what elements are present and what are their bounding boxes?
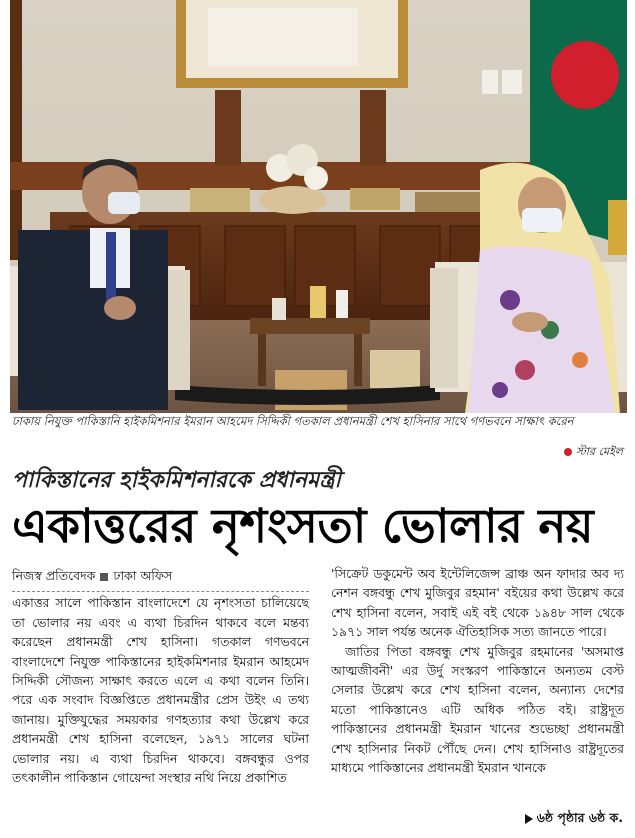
photo-credit	[564, 443, 623, 462]
continuation-jump[interactable]	[525, 810, 623, 830]
article-kicker: পাকিস্তানের হাইকমিশনারকে প্রধানমন্ত্রী	[12, 468, 341, 493]
jump-text: ৬ষ্ঠ পৃষ্ঠার ৬ষ্ঠ ক.	[536, 810, 623, 825]
article-column-left	[12, 566, 309, 787]
body-paragraph: একাত্তর সালে পাকিস্তান বাংলাদেশে যে নৃশংসতা চালিয়েছে তা ভোলার নয় এবং এ ব্যথা চিরদিন থাকবে বলে মন্তব্য করেছেন প্রধানমন্ত্রী শেখ হাসিনা। গতকাল গণভবনে বাংলাদেশে নিযুক্ত পাকিস্তানের হাইকমিশনার ইমরান আহমেদ সিদ্দিকী সৌজন্য সাক্ষাৎ করতে এলে এ কথা বলেন তিনি। পরে এক সংবাদ বিজ্ঞপ্তিতে প্রধানমন্ত্রীর প্রেস উইং এ তথ্য জানায়। মুক্তিযুদ্ধের সময়কার গণহত্যার কথা উল্লেখ করে প্রধানমন্ত্রী শেখ হাসিনা বলেছেন, ১৯৭১ সালের ঘটনা ভোলার নয়। এ ব্যথা চিরদিন থাকবে। বঙ্গবন্ধুর ওপর তৎকালীন পাকিস্তান গোয়েন্দা সংস্থার নথি নিয়ে প্রকাশিত	[12, 595, 309, 786]
article-column-right	[331, 564, 624, 777]
credit-text: স্টার মেইল	[575, 445, 623, 458]
square-bullet-icon	[100, 573, 108, 581]
body-paragraph: জাতির পিতা বঙ্গবন্ধু শেখ মুজিবুর রহমানের 'অসমাপ্ত আত্মজীবনী' এর উর্দু সংস্করণ পাকিস্তানে অন্যতম বেস্ট সেলার উল্লেখ করে শেখ হাসিনা বলেন, অন্যান্য দেশের মতো পাকিস্তানেও এটি অধিক পঠিত বই। রাষ্ট্রদূত পাকিস্তানের প্রধানমন্ত্রী ইমরান খানের শুভেচ্ছা প্রধানমন্ত্রী শেখ হাসিনার নিকট পৌঁছে দেন। শেখ হাসিনাও রাষ্ট্রদূতের মাধ্যমে পাকিস্তানের প্রধানমন্ত্রী ইমরান খানকে	[331, 643, 624, 776]
byline-reporter: নিজস্ব প্রতিবেদক	[12, 568, 96, 583]
arrow-right-icon	[525, 814, 533, 824]
byline-office: ঢাকা অফিস	[113, 568, 173, 583]
body-paragraph: 'সিক্রেট ডকুমেন্ট অব ইন্টেলিজেন্স ব্রাঞ্চ অন ফাদার অব দ্য নেশন বঙ্গবন্ধু শেখ মুজিবুর রহমান' বইয়ের কথা উল্লেখ করে শেখ হাসিনা বলেন, সবাই এই বই থেকে ১৯৪৮ সাল থেকে ১৯৭১ সাল পর্যন্ত অনেক ঐতিহাসিক সত্য জানতে পারে।	[331, 566, 624, 640]
byline	[12, 566, 309, 585]
byline-divider	[12, 591, 309, 592]
news-photo	[10, 0, 627, 413]
credit-dot-icon	[564, 448, 572, 456]
photo-caption: ঢাকায় নিযুক্ত পাকিস্তানি হাইকমিশনার ইমরান আহমেদ সিদ্দিকী গতকাল প্রধানমন্ত্রী শেখ হাসিনার সাথে গণভবনে সাক্ষাৎ করেন	[12, 414, 574, 428]
article-headline: একাত্তরের নৃশংসতা ভোলার নয়	[12, 499, 594, 554]
